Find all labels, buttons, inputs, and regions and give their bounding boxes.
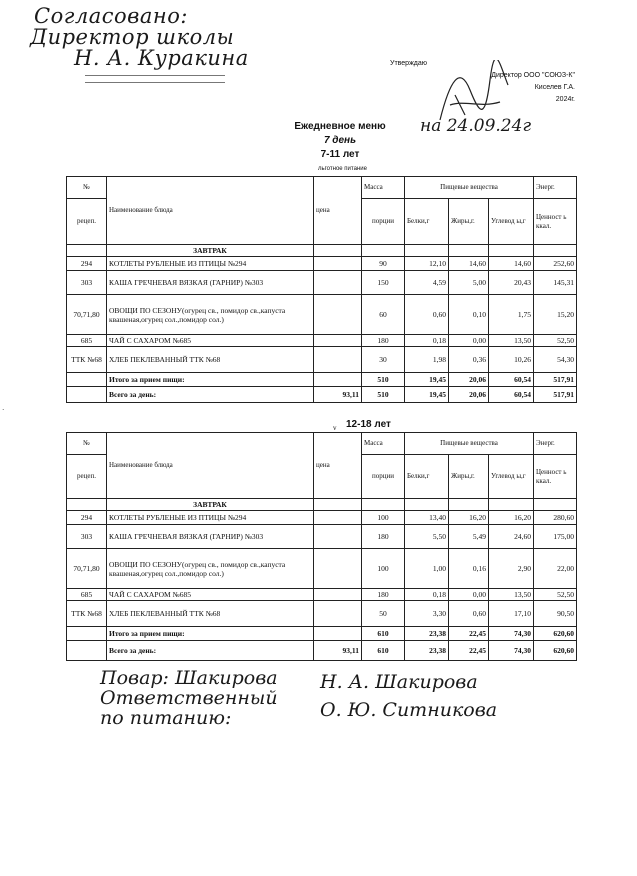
title-age-1: 7-11 лет <box>320 149 360 160</box>
table-row: ТТК №68 ХЛЕБ ПЕКЛЕВАННЫЙ ТТК №68 50 3,30 0,60 17,10 90,50 <box>67 601 577 627</box>
col-nutrients: Пищевые вещества <box>405 177 534 199</box>
title-date-handwritten: на 24.09.24г <box>420 116 532 136</box>
meal-label: ЗАВТРАК <box>107 245 314 257</box>
approval-handwritten <box>30 4 249 70</box>
approval-line-2: Директор школы <box>30 25 235 49</box>
subtotal-row: Итого за прием пищи: 510 19,45 20,06 60,54 517,91 <box>67 373 577 387</box>
col-energy-value: Ценност ь ккал. <box>534 455 577 499</box>
table-row: 685 ЧАЙ С САХАРОМ №685 180 0,18 0,00 13,50 52,50 <box>67 589 577 601</box>
menu-table-12-18 <box>66 432 577 661</box>
col-protein: Белки,г <box>405 455 449 499</box>
title-age-2: 12-18 лет <box>346 419 391 430</box>
col-fat: Жиры,г. <box>449 455 489 499</box>
col-energy: Энерг. <box>534 177 577 199</box>
title-block <box>250 120 430 162</box>
approved-block <box>470 70 575 106</box>
responsible-line-2: по питанию: <box>100 707 232 729</box>
approved-line-1: Директор ООО "СОЮЗ-К" <box>491 72 575 79</box>
col-portion: порции <box>362 455 405 499</box>
subtotal-row: Итого за прием пищи: 610 23,38 22,45 74,30 620,60 <box>67 627 577 641</box>
responsible-name: О. Ю. Ситникова <box>320 699 498 721</box>
table-row: 294 КОТЛЕТЫ РУБЛЕНЫЕ ИЗ ПТИЦЫ №294 90 12,10 14,60 14,60 252,60 <box>67 257 577 271</box>
col-carbs: Углевод ы,г <box>489 455 534 499</box>
col-mass: Масса <box>362 433 405 455</box>
col-num: № <box>67 433 107 455</box>
check-mark: v <box>333 424 337 432</box>
table-row: 303 КАША ГРЕЧНЕВАЯ ВЯЗКАЯ (ГАРНИР) №303 180 5,50 5,49 24,60 175,00 <box>67 525 577 549</box>
meal-label: ЗАВТРАК <box>107 499 314 511</box>
approved-label: Утверждаю <box>390 60 427 67</box>
cook-signature-block <box>100 668 278 728</box>
col-recipe: рецеп. <box>67 455 107 499</box>
table-row: 294 КОТЛЕТЫ РУБЛЕНЫЕ ИЗ ПТИЦЫ №294 100 13,40 16,20 16,20 280,60 <box>67 511 577 525</box>
title-day: 7 день <box>323 135 357 146</box>
col-price: цена <box>314 433 362 499</box>
stamp-underline <box>85 75 225 83</box>
col-protein: Белки,г <box>405 199 449 245</box>
col-mass: Масса <box>362 177 405 199</box>
title-main: Ежедневное меню <box>294 121 386 132</box>
col-portion: порции <box>362 199 405 245</box>
approved-line-3: 2024г. <box>555 96 575 103</box>
approval-line-3: Н. А. Куракина <box>74 46 249 70</box>
col-num: № <box>67 177 107 199</box>
approval-line-1: Согласовано: <box>34 4 188 28</box>
table-row: 70,71,80 ОВОЩИ ПО СЕЗОНУ(огурец св., помидор св.,капуста квашеная,огурец сол.,помидор сол.) 100 1,00 0,16 2,90 22,00 <box>67 549 577 589</box>
col-dish: Наименование блюда <box>107 433 314 499</box>
col-energy: Энерг. <box>534 433 577 455</box>
col-carbs: Углевод ы,г <box>489 199 534 245</box>
table-row: ТТК №68 ХЛЕБ ПЕКЛЕВАННЫЙ ТТК №68 30 1,98 0,36 10,26 54,30 <box>67 347 577 373</box>
table-row: 70,71,80 ОВОЩИ ПО СЕЗОНУ(огурец св., помидор св.,капуста квашеная,огурец сол.,помидор сол.) 60 0,60 0,10 1,75 15,20 <box>67 295 577 335</box>
menu-table-7-11 <box>66 176 577 403</box>
col-energy-value: Ценност ь ккал. <box>534 199 577 245</box>
total-row: Всего за день: 93,11 510 19,45 20,06 60,54 517,91 <box>67 387 577 403</box>
cook-name: Н. А. Шакирова <box>320 671 478 693</box>
col-price: цена <box>314 177 362 245</box>
col-dish: Наименование блюда <box>107 177 314 245</box>
col-recipe: рецеп. <box>67 199 107 245</box>
responsible-line-1: Ответственный <box>100 687 278 709</box>
table-row: 685 ЧАЙ С САХАРОМ №685 180 0,18 0,00 13,50 52,50 <box>67 335 577 347</box>
total-row: Всего за день: 93,11 610 23,38 22,45 74,30 620,60 <box>67 641 577 661</box>
lgota-label: льготное питание <box>318 166 367 172</box>
names-block <box>320 668 497 724</box>
cook-line: Повар: Шакирова <box>100 667 278 689</box>
margin-mark: · <box>2 406 5 414</box>
col-fat: Жиры,г. <box>449 199 489 245</box>
table-row: 303 КАША ГРЕЧНЕВАЯ ВЯЗКАЯ (ГАРНИР) №303 150 4,59 5,00 20,43 145,31 <box>67 271 577 295</box>
approved-line-2: Киселев Г.А. <box>534 84 575 91</box>
col-nutrients: Пищевые вещества <box>405 433 534 455</box>
